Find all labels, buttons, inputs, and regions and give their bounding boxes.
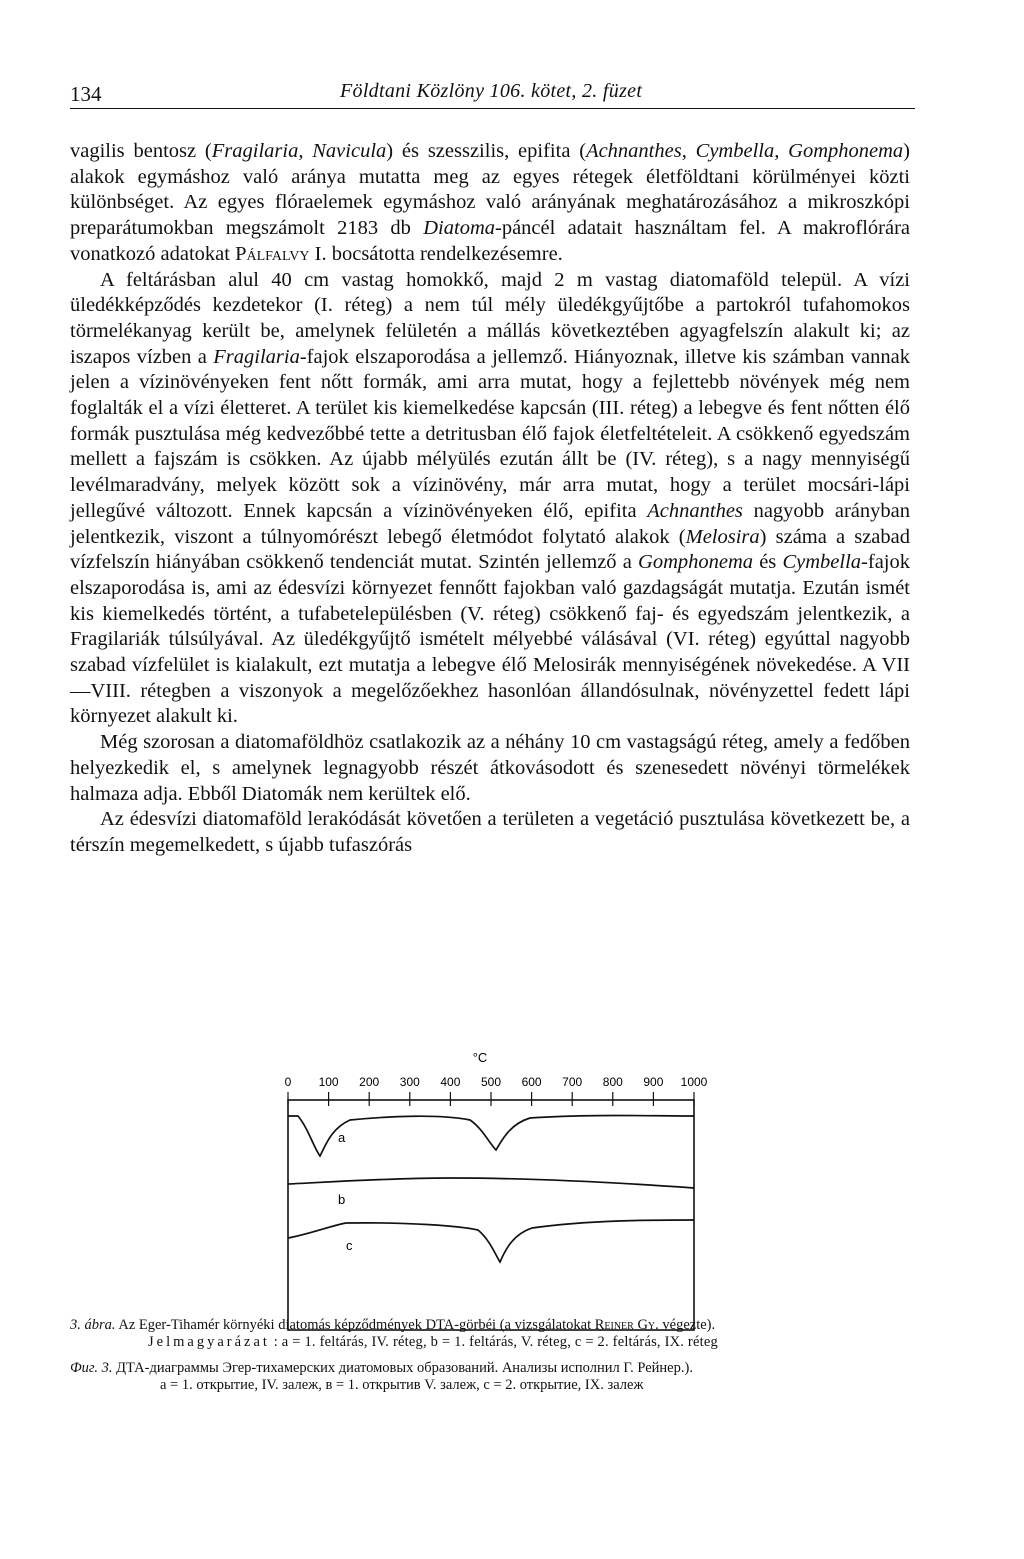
taxon-italic: Melosira xyxy=(685,525,760,548)
text-run: A feltárásban alul 40 cm vastag homokkő, majd 2 m vastag diatomaföld települ. A vízi üledékképződés kezdetekor (I. réteg) a nem túl mély üledékgyűjtőbe a partokról tufahomokos törmelékanyag került be, amelynek felületén a mállás következtében agyagfelszín alakult ki; az iszapos vízben a xyxy=(70,268,910,368)
tick-label: 800 xyxy=(602,1075,623,1089)
page-number: 134 xyxy=(70,82,102,106)
taxon-italic: Gomphonema xyxy=(638,551,754,574)
text-run: ) alakok egymáshoz való aránya mutatta meg az egyes rétegek életföldtani körülményei közti különbséget. Az egyes flóraelemek egymáshoz való arányának meghatározásához a mikroszkópi preparátumokban megszámolt 2183 db xyxy=(70,140,910,240)
dta-figure xyxy=(270,1048,710,1348)
paragraph-3: Még szorosan a diatomaföldhöz csatlakozik az a néhány 10 cm vastagságú réteg, amely a fedőben helyezkedik el, s amelynek legnagyobb részét átkovásodott és szenesedett növényi törmelékek halmaza adja. Ebből Diatomák nem kerültek elő. xyxy=(70,731,910,805)
curve-label-b: b xyxy=(338,1192,346,1207)
legend-label: Jelmagyarázat xyxy=(148,1334,270,1350)
article-body xyxy=(70,139,910,859)
author-name: Pálfalvy xyxy=(235,242,310,265)
tick-marks xyxy=(288,1092,694,1106)
taxon-italic: Fragilaria, Navicula xyxy=(211,140,387,162)
text-run: és xyxy=(753,551,783,574)
curve-a xyxy=(288,1116,694,1157)
caption-legend-hungarian xyxy=(148,1334,1008,1351)
paragraph-1 xyxy=(70,139,910,268)
unit-label: °C xyxy=(472,1050,488,1065)
text-run: -fajok elszaporodása a jellemző. Hiányoznak, illetve kis számban vannak jelen a vízinövényeken fent nőtt formák, ami arra mutat, hogy a fejlettebb növények még nem foglalták el a vízi életteret. A terület kis kiemelkedése kapcsán (III. réteg) a lebegve és fent nőtten élő formák pusztulása még kedvezőbbé tette a detritusban élő fajok életfeltételeit. A csökkenő egyedszám mellett a fajszám is csökken. Az újabb mélyülés ezután állt be (IV. réteg), s a nagy mennyiségű levélmaradvány, melyek között sok a vízinövény, már arra mutat, hogy a terület mocsári-lápi jellegűvé változott. Ennek kapcsán a vízinövényeken élő, epifita xyxy=(70,345,910,522)
taxon-italic: Achnanthes, Cymbella, Gomphonema xyxy=(586,140,904,162)
caption-hungarian xyxy=(70,1317,930,1334)
caption-russian xyxy=(70,1360,930,1377)
running-head: Földtani Közlöny 106. kötet, 2. füzet xyxy=(340,80,643,102)
tick-label: 300 xyxy=(399,1075,420,1089)
tick-label: 500 xyxy=(480,1075,502,1089)
tick-label: 0 xyxy=(284,1075,292,1089)
page-header xyxy=(70,78,915,109)
taxon-italic: Cymbella xyxy=(782,551,862,574)
taxon-italic: Achnanthes xyxy=(647,499,743,522)
taxon-italic: Fragilaria xyxy=(213,345,300,368)
plot-frame xyxy=(288,1100,694,1330)
text-run: -páncél adatait használtam fel. A makroflórára vonatkozó adatokat xyxy=(70,217,910,265)
text-run: -fajok elszaporodása is, ami az édesvízi környezet fennőtt fajokban való gazdagságát mutatja. Ezután ismét kis kiemelkedés történt, a tufabetelepülésben (V. réteg) csökkenő faj- és egyedszám jelentkezik, a Fragilariák túlsúlyával. Az üledékgyűjtő ismételt mélyebbé válásával (VI. réteg) egyúttal nagyobb szabad vízfelület is kialakult, ezt mutatja a lebegve élő Melosirák mennyiségének növekedése. A VII—VIII. rétegben a viszonyok a megelőzőekhez hasonlóan állandósulnak, növényzettel fedett lápi környezet alakult ki. xyxy=(70,551,910,728)
taxon-italic: Diatoma xyxy=(423,217,495,240)
text-run: ) száma a szabad vízfelszín hiányában csökkenő tendenciát mutat. Szintén jellemző a xyxy=(70,525,910,574)
text-run: ) és szesszilis, epifita ( xyxy=(386,140,587,162)
tick-label: 900 xyxy=(643,1075,664,1089)
curve-b xyxy=(288,1178,694,1188)
tick-label: 1000 xyxy=(680,1075,708,1089)
caption-text: ДТА-диаграммы Эгер-тихамерских диатомовых образований. Анализы исполнил Г. Рейнер.). xyxy=(112,1360,693,1376)
tick-label: 700 xyxy=(562,1075,583,1089)
caption-text: Az Eger-Tihamér környéki diatomás képződmények DTA-görbéi (a vizsgálatokat xyxy=(115,1317,595,1333)
tick-labels xyxy=(285,1075,708,1089)
curve-label-c: c xyxy=(346,1238,353,1253)
tick-label: 600 xyxy=(521,1075,542,1089)
paragraph-2 xyxy=(70,268,910,731)
figure-number: Фиг. 3. xyxy=(70,1360,113,1376)
text-run: vagilis bentosz ( xyxy=(70,140,212,162)
curve-label-a: a xyxy=(338,1130,346,1145)
legend-text: : a = 1. feltárás, IV. réteg, b = 1. feltárás, V. réteg, c = 2. feltárás, IX. réteg xyxy=(269,1334,718,1350)
caption-text: végezte). xyxy=(658,1317,716,1333)
text-run: I. bocsátotta rendelkezésemre. xyxy=(309,242,563,265)
tick-label: 400 xyxy=(440,1075,461,1089)
tick-label: 200 xyxy=(359,1075,380,1089)
paragraph-4: Az édesvízi diatomaföld lerakódását követően a területen a vegetáció pusztulása következett be, a térszín megemelkedett, s újabb tufaszórás xyxy=(70,808,910,856)
tick-label: 100 xyxy=(318,1075,339,1089)
figure-number: 3. ábra. xyxy=(70,1317,116,1333)
text-run: nagyobb arányban jelentkezik, viszont a túlnyomórészt lebegő életmódot folytató alakok ( xyxy=(70,499,910,548)
caption-legend-russian: a = 1. открытие, IV. залеж, в = 1. открытив V. залеж, с = 2. открытие, IX. залеж xyxy=(160,1377,644,1393)
author-name: Reiner Gy. xyxy=(594,1317,659,1333)
dta-curves-svg xyxy=(270,1048,710,1348)
